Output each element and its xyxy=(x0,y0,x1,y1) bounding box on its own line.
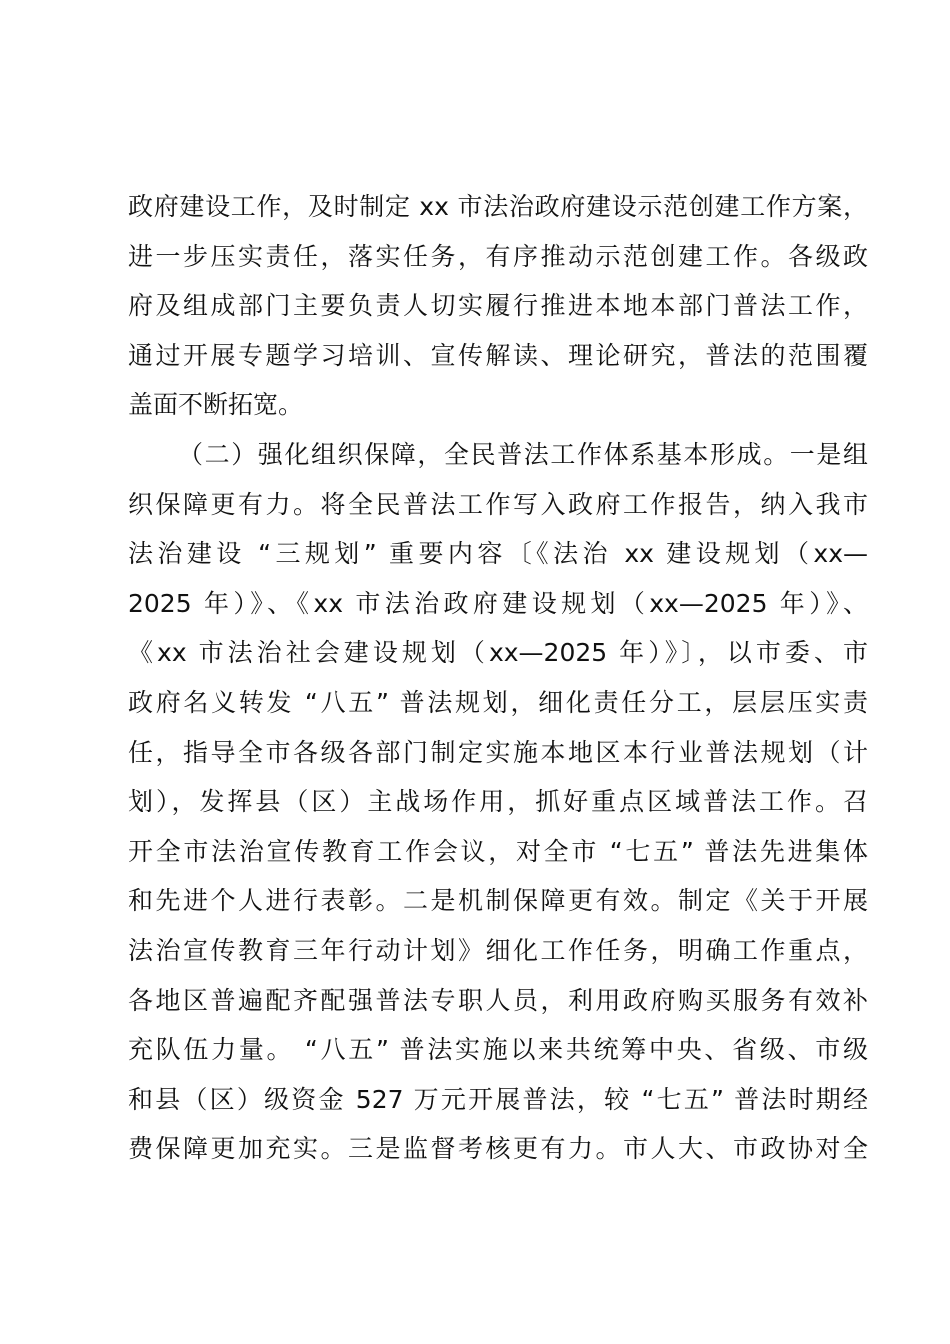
text-line: 充队伍力量。 “八五” 普法实施以来共统筹中央、省级、市级 xyxy=(128,1035,868,1065)
text-line: 进一步压实责任，落实任务，有序推动示范创建工作。各级政 xyxy=(128,241,868,271)
text-line: 各地区普遍配齐配强普法专职人员，利用政府购买服务有效补 xyxy=(128,985,868,1015)
text-line: 《xx 市法治社会建设规划（xx—2025 年）》〕，以市委、市 xyxy=(128,638,868,668)
text-line: 府及组成部门主要负责人切实履行推进本地本部门普法工作， xyxy=(128,291,868,321)
text-line: 和县（区）级资金 527 万元开展普法，较 “七五” 普法时期经 xyxy=(128,1084,868,1114)
text-line: （二）强化组织保障，全民普法工作体系基本形成。一是组 xyxy=(178,439,868,469)
text-line: 开全市法治宣传教育工作会议，对全市 “七五” 普法先进集体 xyxy=(128,836,868,866)
text-line: 2025 年）》、《xx 市法治政府建设规划（xx—2025 年）》、 xyxy=(128,588,868,618)
text-line: 通过开展专题学习培训、宣传解读、理论研究，普法的范围覆 xyxy=(128,340,868,370)
text-line: 法治宣传教育三年行动计划》细化工作任务，明确工作重点， xyxy=(128,935,868,965)
text-line: 法治建设 “三规划” 重要内容〔《法治 xx 建设规划（xx— xyxy=(128,539,868,569)
text-line: 政府名义转发 “八五” 普法规划，细化责任分工，层层压实责 xyxy=(128,687,868,717)
text-line: 政府建设工作，及时制定 xx 市法治政府建设示范创建工作方案， xyxy=(128,192,868,221)
text-line: 划），发挥县（区）主战场作用，抓好重点区域普法工作。召 xyxy=(128,787,868,817)
body-text xyxy=(128,182,868,1174)
text-line: 任，指导全市各级各部门制定实施本地区本行业普法规划（计 xyxy=(128,737,868,767)
text-line: 盖面不断拓宽。 xyxy=(128,390,304,420)
text-line: 和先进个人进行表彰。二是机制保障更有效。制定《关于开展 xyxy=(128,886,868,916)
text-line: 织保障更有力。将全民普法工作写入政府工作报告，纳入我市 xyxy=(128,489,868,519)
text-line: 费保障更加充实。三是监督考核更有力。市人大、市政协对全 xyxy=(128,1134,868,1164)
